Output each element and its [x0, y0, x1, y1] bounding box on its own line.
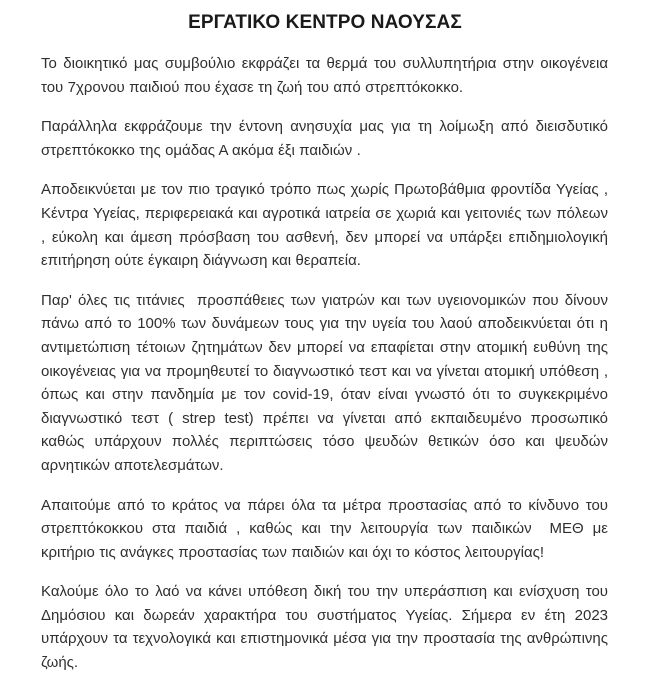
document-body	[0, 52, 650, 675]
paragraph-4: Παρ' όλες τις τιτάνιες προσπάθειες των γιατρών και των υγειονομικών που δίνουν πάνω από το 100% των δυνάμεων τους για την υγεία του λαού αποδεικνύεται ότι η αντιμετώπιση τέτοιων ζητημάτων δεν μπορεί να επαφίεται στην ατομική ευθύνη της οικογένειας για να προμηθευτεί το διαγνωστικό τεστ και να γίνεται ατομική υπόθεση , όπως και στην πανδημία με τον covid-19, όταν είναι γνωστό ότι το συγκεκριμένο διαγνωστικό τεστ ( strep test) πρέπει να γίνεται από εκπαιδευμένο προσωπικό καθώς υπάρχουν πολλές περιπτώσεις τόσο ψευδών θετικών όσο και ψευδών αρνητικών αποτελεσμάτων.	[41, 291, 613, 474]
paragraph-1: Το διοικητικό μας συμβούλιο εκφράζει τα θερμά του συλλυπητήρια στην οικογένεια του 7χρονου παιδιού που έχασε τη ζωή του από στρεπτόκοκκο.	[41, 55, 613, 96]
paragraph-6: Καλούμε όλο το λαό να κάνει υπόθεση δική του την υπεράσπιση και ενίσχυση του Δημόσιου και δωρεάν χαρακτήρα του συστήματος Υγείας. Σήμερα εν έτη 2023 υπάρχουν τα τεχνολογικά και επιστημονικά μέσα για την προστασία της ανθρώπινης ζωής.	[41, 583, 613, 672]
paragraph-2: Παράλληλα εκφράζουμε την έντονη ανησυχία μας για τη λοίμωξη από διεισδυτικό στρεπτόκοκκο της ομάδας Α ακόμα έξι παιδιών .	[41, 118, 613, 159]
paragraph-5: Απαιτούμε από το κράτος να πάρει όλα τα μέτρα προστασίας από το κίνδυνο του στρεπτόκοκκου στα παιδιά , καθώς και την λειτουργία των παιδικών ΜΕΘ με κριτήριο τις ανάγκες προστασίας των παιδιών και όχι το κόστος λειτουργίας!	[41, 496, 613, 561]
page-title: ΕΡΓΑΤΙΚΟ ΚΕΝΤΡΟ ΝΑΟΥΣΑΣ	[188, 12, 462, 33]
paragraph-3: Αποδεικνύεται με τον πιο τραγικό τρόπο πως χωρίς Πρωτοβάθμια φροντίδα Υγείας , Κέντρα Υγείας, περιφερειακά και αγροτικά ιατρεία σε χωριά και γειτονιές των πόλεων , εύκολη και άμεση πρόσβαση του ασθενή, δεν μπορεί να υπάρξει επιδημιολογική επιτήρηση ούτε έγκαιρη διάγνωση και θεραπεία.	[41, 181, 613, 270]
